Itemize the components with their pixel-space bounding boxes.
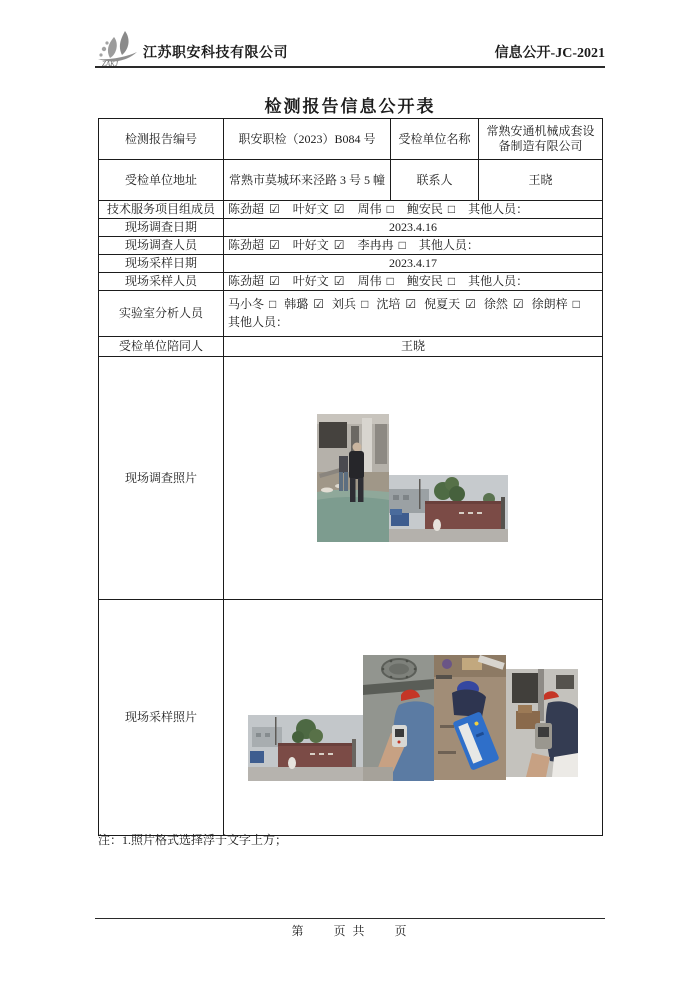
escort-label: 受检单位陪同人 — [99, 337, 224, 357]
member-entry — [484, 297, 524, 312]
company-logo-icon — [95, 29, 141, 67]
member-name: 叶好文 — [292, 202, 329, 216]
survey-photo-factory-interior — [317, 414, 389, 542]
member-entry — [358, 274, 394, 289]
member-entry — [293, 274, 345, 289]
checkbox-glyph: □ — [447, 274, 456, 288]
member-name: 李冉冉 — [357, 238, 394, 252]
report-no-value: 职安职检（2023）B084 号 — [224, 119, 391, 160]
checkbox-glyph: □ — [398, 238, 406, 252]
escort-value: 王晓 — [224, 337, 603, 357]
report-no-label: 检测报告编号 — [99, 119, 224, 160]
checkbox-glyph: ☑ — [465, 297, 476, 311]
sample-team-value — [224, 273, 603, 291]
checkbox-glyph: ☑ — [269, 274, 280, 288]
sample-photos-label: 现场采样照片 — [99, 600, 224, 836]
sample-team-members — [228, 274, 455, 289]
member-name: 沈培 — [376, 297, 401, 311]
member-entry — [284, 297, 324, 312]
member-entry — [424, 297, 476, 312]
checkbox-glyph: □ — [386, 274, 394, 288]
others-label: 其他人员： — [418, 238, 479, 252]
member-entry — [532, 297, 580, 312]
member-name: 韩璐 — [284, 297, 309, 311]
unit-addr-value: 常熟市莫城环来泾路 3 号 5 幢 — [224, 160, 391, 201]
svg-text:ZAKJ: ZAKJ — [102, 60, 118, 67]
member-name: 鲍安民 — [406, 202, 443, 216]
checkbox-glyph: □ — [361, 297, 369, 311]
sampling-photo-red-helmet-detector — [363, 655, 434, 781]
checkbox-glyph: ☑ — [333, 238, 345, 252]
checkbox-glyph: ☑ — [269, 202, 280, 216]
survey-photos-label: 现场调查照片 — [99, 357, 224, 600]
member-name: 徐朗梓 — [531, 297, 568, 311]
checkbox-glyph: ☑ — [405, 297, 417, 311]
checkbox-glyph: ☑ — [333, 274, 345, 288]
survey-photos-cell — [224, 357, 603, 600]
sample-photos-cell — [224, 600, 603, 836]
others-label: 其他人员： — [228, 315, 289, 329]
member-name: 陈劲超 — [228, 238, 265, 252]
survey-photo-factory-gate — [389, 475, 508, 542]
member-entry — [358, 238, 406, 253]
table-row — [99, 119, 603, 160]
member-name: 陈劲超 — [228, 274, 265, 288]
table-row — [99, 160, 603, 201]
contact-value: 王晓 — [479, 160, 603, 201]
unit-name-value: 常熟安通机械成套设备制造有限公司 — [479, 119, 603, 160]
table-row — [99, 357, 603, 600]
survey-date-label: 现场调查日期 — [99, 219, 224, 237]
unit-addr-label: 受检单位地址 — [99, 160, 224, 201]
checkbox-glyph: ☑ — [512, 297, 524, 311]
header-brand — [95, 25, 288, 67]
member-entry — [228, 202, 280, 217]
checkbox-glyph: ☑ — [333, 202, 345, 216]
contact-label: 联系人 — [391, 160, 479, 201]
tech-team-label: 技术服务项目组成员 — [99, 201, 224, 219]
checkbox-glyph: ☑ — [269, 238, 280, 252]
member-name: 周伟 — [357, 274, 382, 288]
member-entry — [376, 297, 416, 312]
member-name: 叶好文 — [292, 238, 329, 252]
page-title: 检测报告信息公开表 — [264, 97, 436, 116]
table-row — [99, 600, 603, 836]
lab-team-members — [228, 297, 598, 312]
sampling-photo-device-reading — [506, 669, 578, 777]
table-row — [99, 255, 603, 273]
member-name: 陈劲超 — [228, 202, 265, 216]
tech-team-value — [224, 201, 603, 219]
footnote: 注：1.照片格式选择浮于文字上方； — [98, 833, 288, 847]
member-name: 马小冬 — [228, 297, 265, 311]
member-entry — [293, 238, 345, 253]
sample-team-label: 现场采样人员 — [99, 273, 224, 291]
company-name: 江苏职安科技有限公司 — [143, 46, 288, 61]
others-label: 其他人员： — [468, 274, 529, 288]
member-entry — [293, 202, 345, 217]
sample-date-label: 现场采样日期 — [99, 255, 224, 273]
checkbox-glyph: □ — [386, 202, 394, 216]
table-row — [99, 337, 603, 357]
sample-date-value: 2023.4.17 — [224, 255, 603, 273]
table-row — [99, 237, 603, 255]
lab-team-value — [224, 291, 603, 337]
member-entry — [332, 297, 368, 312]
survey-team-value — [224, 237, 603, 255]
member-name: 鲍安民 — [406, 274, 443, 288]
table-row — [99, 291, 603, 337]
tech-team-members — [228, 202, 455, 217]
checkbox-glyph: ☑ — [313, 297, 325, 311]
member-entry — [228, 274, 280, 289]
checkbox-glyph: □ — [447, 202, 456, 216]
page-number-text: 第 页 共 页 — [291, 924, 409, 938]
member-name: 倪夏天 — [424, 297, 461, 311]
survey-date-value: 2023.4.16 — [224, 219, 603, 237]
checkbox-glyph: □ — [572, 297, 580, 311]
member-entry — [407, 202, 455, 217]
lab-team-label: 实验室分析人员 — [99, 291, 224, 337]
unit-name-label: 受检单位名称 — [391, 119, 479, 160]
table-row — [99, 219, 603, 237]
member-entry — [228, 238, 280, 253]
member-name: 徐然 — [483, 297, 508, 311]
sampling-photo-blue-pump — [434, 655, 506, 780]
survey-team-members — [228, 238, 406, 253]
sampling-photo-factory-gate — [248, 715, 363, 781]
member-name: 周伟 — [357, 202, 382, 216]
member-entry — [358, 202, 394, 217]
doc-code: 信息公开-JC-2021 — [494, 46, 605, 61]
others-label: 其他人员： — [468, 202, 529, 216]
checkbox-glyph: □ — [269, 297, 277, 311]
table-row — [99, 273, 603, 291]
member-entry — [228, 297, 276, 312]
table-row — [99, 201, 603, 219]
footer-rule — [95, 918, 605, 919]
member-name: 刘兵 — [332, 297, 357, 311]
page-header — [95, 28, 605, 68]
member-name: 叶好文 — [292, 274, 329, 288]
survey-team-label: 现场调查人员 — [99, 237, 224, 255]
disclosure-form-table — [98, 118, 603, 836]
member-entry — [407, 274, 455, 289]
